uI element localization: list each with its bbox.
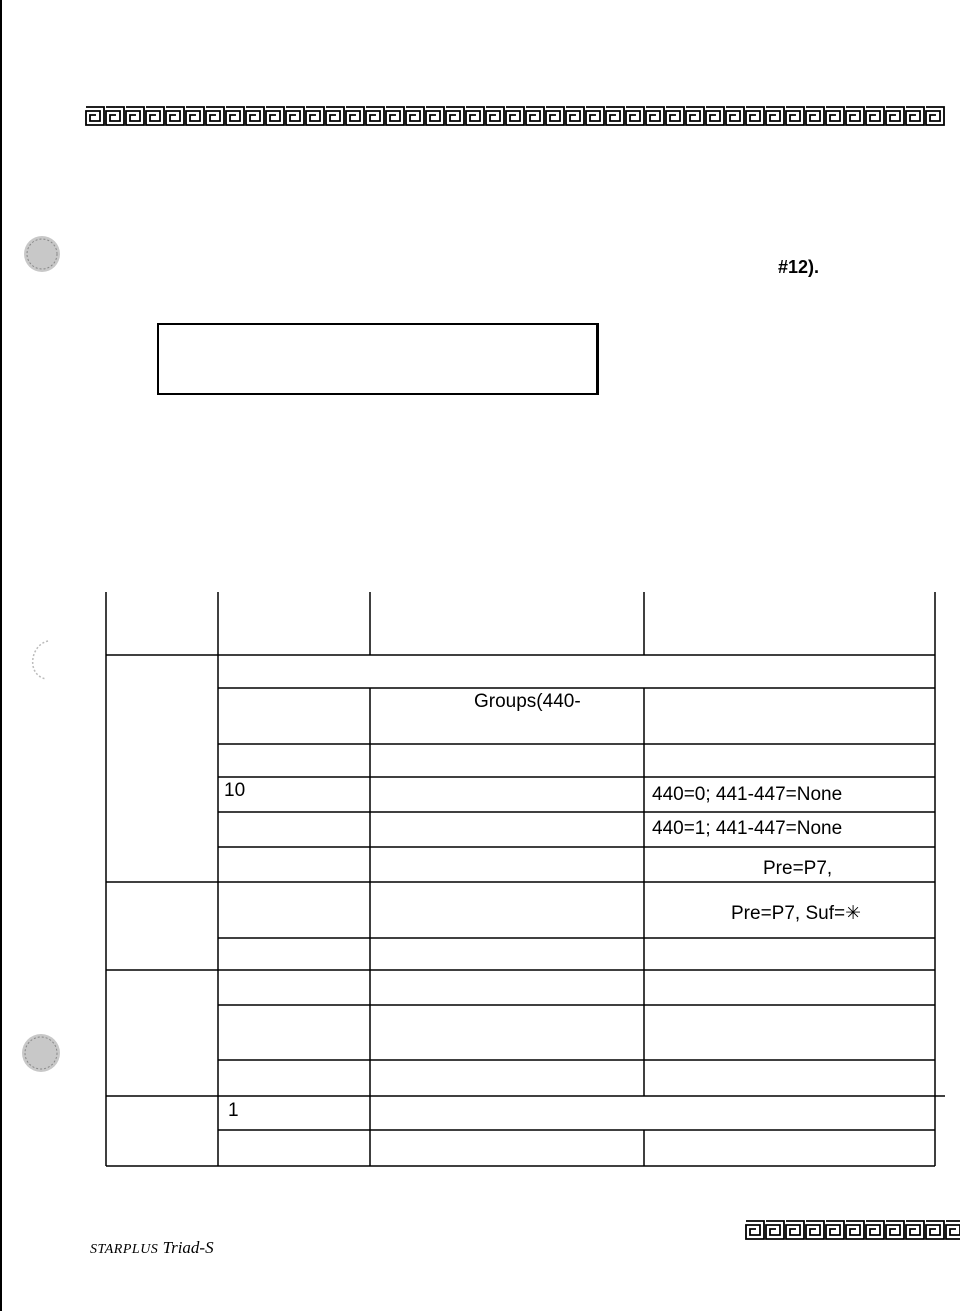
punch-hole-bottom-icon [20, 1032, 62, 1079]
punch-hole-mid-icon [20, 637, 56, 688]
cell-row-one: 1 [228, 1100, 239, 1121]
cell-assign-b: 440=1; 441-447=None [652, 818, 843, 839]
cell-row-ten: 10 [224, 780, 246, 801]
cell-prefix-a: Pre=P7, [763, 858, 833, 879]
empty-text-box [157, 323, 599, 395]
page-left-edge [0, 0, 2, 1311]
top-greek-key-icon [85, 106, 945, 126]
footer-brand [90, 1238, 214, 1258]
cell-prefix-b: Pre=P7, Suf=✳ [731, 903, 861, 924]
reference-number: #12). [778, 257, 820, 277]
punch-hole-top-icon [22, 234, 62, 279]
footer-brand-triad: Triad-S [162, 1238, 214, 1257]
cell-assign-a: 440=0; 441-447=None [652, 784, 843, 805]
footer-brand-starplus: STARPLUS [90, 1242, 159, 1257]
bottom-greek-key-icon [745, 1220, 960, 1240]
cell-groups-label: Groups(440- [474, 691, 581, 712]
